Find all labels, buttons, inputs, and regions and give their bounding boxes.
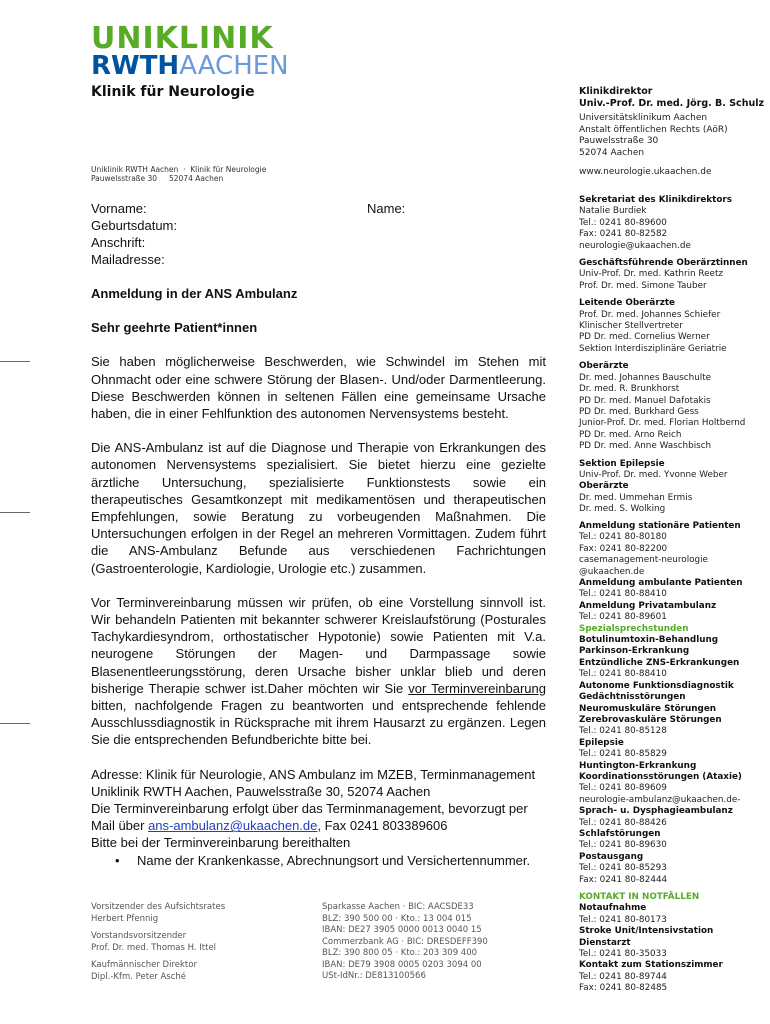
contact-line: Tel.: 0241 80-89609 xyxy=(579,783,667,794)
section-line: Univ-Prof. Dr. med. Kathrin Reetz xyxy=(579,269,724,280)
section-line: Prof. Dr. med. Johannes Schiefer xyxy=(579,309,721,320)
contact-heading: Stroke Unit/Intensivstation xyxy=(579,926,714,937)
contact-list xyxy=(579,521,769,995)
contact-heading: Anmeldung Privatambulanz xyxy=(579,600,717,611)
contact-line: casemanagement-neurologie xyxy=(579,555,708,566)
section-line: Dr. med. R. Brunkhorst xyxy=(579,384,680,395)
address-line-2: Uniklinik RWTH Aachen, Pauwelsstraße 30, 52074 Aachen xyxy=(91,783,431,799)
section-line: Fax: 0241 80-82582 xyxy=(579,229,668,240)
section-line: Klinischer Stellvertreter xyxy=(579,321,683,332)
footer-line: BLZ: 390 500 00 · Kto.: 13 004 015 xyxy=(322,913,472,924)
footer-line: Commerzbank AG · BIC: DRESDEFF390 xyxy=(322,936,488,947)
hospital-address: Universitätsklinikum Aachen Anstalt öffentlichen Rechts (AöR) Pauwelsstraße 30 52074 Aachen xyxy=(579,113,728,158)
footer-line: Vorsitzender des Aufsichtsrates xyxy=(91,902,226,912)
footer-line: Sparkasse Aachen · BIC: AACSDE33 xyxy=(322,902,474,912)
field-mailadresse: Mailadresse: xyxy=(91,252,165,267)
paragraph-3: Vor Terminvereinbarung müssen wir prüfen, ob eine Vorstellung sinnvoll ist. Wir behandeln Patienten mit bekannter schwerer Kreislaufstörung (Posturales Tachykardiesyndrom, orthostatischer Hypotonie) sowie Patienten mit V.a. neurogene Störungen der Magen- und Darmpassage sowie Blasenentleerungsstörung, deren Ursache bisher unklar blieb und deren bisherige Therapie schwer ist.Daher möchten wir Sie vor Terminvereinbarung bitten, nachfolgende Fragen zu beantworten und entsprechende fehlende Ausschlussdiagnostik in Rücksprache mit ihrem Hausarzt zu ergänzen. Legen Sie die entsprechenden Befundberichte bitte bei. xyxy=(91,594,546,748)
paragraph-2: Die ANS-Ambulanz ist auf die Diagnose und Therapie von Erkrankungen des autonomen Nervensystems spezialisiert. Sie bietet hierzu eine gezielte ärztliche Untersuchung, spezialisierte Funktionstests sowie ein therapeutisches Gesamtkonzept mit medikamentösen und therapeutischen Empfehlungen, sowie Beratung zu vorbeugenden Maßnahmen. Die Untersuchungen erfolgen in der Regel an mehreren Vormittagen. Zudem führt die ANS-Ambulanz Befunde aus verschiedenen Fachrichtungen (Gastroenterologie, Kardiologie, Urologie etc.) zusammen. xyxy=(91,440,546,576)
contact-line: Tel.: 0241 80-89630 xyxy=(579,840,667,851)
fold-mark xyxy=(0,512,30,513)
contact-heading: Parkinson-Erkrankung xyxy=(579,646,690,657)
contact-line: neurologie-ambulanz@ukaachen.de- xyxy=(579,794,741,805)
contact-line: Fax: 0241 80-82200 xyxy=(579,543,668,554)
section-line: Prof. Dr. med. Simone Tauber xyxy=(579,280,707,291)
contact-line: Tel.: 0241 80-88426 xyxy=(579,817,667,828)
footer-line: Prof. Dr. med. Thomas H. Ittel xyxy=(91,942,217,953)
contact-line: Tel.: 0241 80-88410 xyxy=(579,589,667,600)
contact-heading: Sprach- u. Dysphagieambulanz xyxy=(579,806,733,817)
contact-heading: KONTAKT IN NOTFÄLLEN xyxy=(579,892,700,902)
contact-line: Tel.: 0241 80-88410 xyxy=(579,669,667,680)
footer-line: BLZ: 390 800 05 · Kto.: 203 309 400 xyxy=(322,948,478,958)
letter-salutation: Sehr geehrte Patient*innen xyxy=(91,320,258,336)
director-name: Univ.-Prof. Dr. med. Jörg. B. Schulz xyxy=(579,98,765,109)
field-vorname: Vorname: xyxy=(91,201,147,216)
paragraph-1: Sie haben möglicherweise Beschwerden, wie Schwindel im Stehen mit Ohnmacht oder eine schwere Störung der Blasen-. Und/oder Darmentleerung. Diese Beschwerden können in seltenen Fällen eine gemeinsame Ursache haben, die in einer Fehlfunktion des autonomen Nervensystems besteht. xyxy=(91,354,546,422)
logo-rwth: RWTH xyxy=(91,51,180,81)
footer-line: IBAN: DE27 3905 0000 0013 0040 15 xyxy=(322,925,482,935)
website-link[interactable]: www.neurologie.ukaachen.de xyxy=(579,167,712,177)
section-line: Dr. med. S. Wolking xyxy=(579,504,666,515)
fold-mark xyxy=(0,361,30,362)
contact-heading: Zerebrovaskuläre Störungen xyxy=(579,714,722,725)
section-line: Junior-Prof. Dr. med. Florian Holtbernd xyxy=(579,418,746,429)
contact-heading: Gedächtnisstörungen xyxy=(579,692,686,703)
logo-rwth-aachen xyxy=(91,52,289,80)
address-line-4: Mail über ans-ambulanz@ukaachen.de, Fax 0241 803389606 xyxy=(91,818,448,834)
logo-aachen: AACHEN xyxy=(179,51,289,81)
contact-heading: Dienstarzt xyxy=(579,937,631,948)
director-block xyxy=(579,86,764,110)
section-heading: Sekretariat des Klinikdirektors xyxy=(579,195,732,205)
email-link[interactable]: ans-ambulanz@ukaachen.de xyxy=(148,818,318,834)
underlined-text: vor Terminvereinbarung xyxy=(408,680,546,696)
section-line: Univ-Prof. Dr. med. Yvonne Weber xyxy=(579,469,728,480)
patient-fields xyxy=(91,200,177,268)
sender-address: Uniklinik RWTH Aachen · Klinik für Neurologie Pauwelsstraße 30 52074 Aachen xyxy=(91,165,267,183)
contact-heading: Autonome Funktionsdiagnostik xyxy=(579,680,734,691)
section-line: PD Dr. med. Burkhard Gess xyxy=(579,406,699,417)
contact-heading: Neuromuskuläre Störungen xyxy=(579,703,717,714)
fold-mark xyxy=(0,723,30,724)
footer-line: Kaufmännischer Direktor xyxy=(91,960,197,970)
address-line-1: Adresse: Klinik für Neurologie, ANS Ambulanz im MZEB, Terminmanagement xyxy=(91,766,536,782)
contact-line: Tel.: 0241 80-89744 xyxy=(579,971,667,982)
director-title: Klinikdirektor xyxy=(579,86,653,97)
contact-line: Tel.: 0241 80-85128 xyxy=(579,726,667,737)
section-line: PD Dr. med. Arno Reich xyxy=(579,429,682,440)
contact-heading: Schlafstörungen xyxy=(579,828,661,839)
contact-heading: Botulinumtoxin-Behandlung xyxy=(579,635,719,646)
field-geburtsdatum: Geburtsdatum: xyxy=(91,218,177,233)
footer-board xyxy=(91,902,225,983)
contact-heading: Anmeldung stationäre Patienten xyxy=(579,521,741,531)
section-line: Sektion Interdisziplinäre Geriatrie xyxy=(579,343,727,354)
contact-heading: Entzündliche ZNS-Erkrankungen xyxy=(579,657,740,668)
contact-line: Tel.: 0241 80-80173 xyxy=(579,914,667,925)
contact-heading: Epilepsie xyxy=(579,737,624,748)
footer-bank xyxy=(322,902,488,983)
footer-line: USt-IdNr.: DE813100566 xyxy=(322,971,426,981)
field-anschrift: Anschrift: xyxy=(91,235,146,250)
footer-line: IBAN: DE79 3908 0005 0203 3094 00 xyxy=(322,959,482,970)
contact-heading: Koordinationsstörungen (Ataxie) xyxy=(579,771,742,782)
letter-body xyxy=(91,285,546,869)
field-name: Name: xyxy=(367,201,406,216)
contact-heading: Huntington-Erkrankung xyxy=(579,760,697,771)
contact-line: Tel.: 0241 80-80180 xyxy=(579,532,667,543)
section-heading: Oberärzte xyxy=(579,361,629,372)
contact-line: @ukaachen.de xyxy=(579,566,645,577)
section-line: Dr. med. Johannes Bauschulte xyxy=(579,372,712,383)
section-line: neurologie@ukaachen.de xyxy=(579,240,691,251)
contact-line: Tel.: 0241 80-85829 xyxy=(579,749,667,760)
staff-sections xyxy=(579,195,769,516)
section-heading: Oberärzte xyxy=(579,481,629,492)
section-line: Tel.: 0241 80-89600 xyxy=(579,217,667,228)
contact-line: Fax: 0241 80-82485 xyxy=(579,983,668,994)
contact-line: Tel.: 0241 80-85293 xyxy=(579,863,667,874)
section-line: Natalie Burdiek xyxy=(579,206,647,217)
logo-uniklinik: UNIKLINIK xyxy=(91,21,274,56)
section-line: PD Dr. med. Cornelius Werner xyxy=(579,332,710,343)
section-heading: Geschäftsführende Oberärztinnen xyxy=(579,258,748,269)
contact-heading: Notaufnahme xyxy=(579,903,647,914)
letter-subject: Anmeldung in der ANS Ambulanz xyxy=(91,286,298,301)
section-heading: Sektion Epilepsie xyxy=(579,458,665,469)
contact-line: Tel.: 0241 80-89601 xyxy=(579,612,667,623)
contact-heading: Kontakt zum Stationszimmer xyxy=(579,960,723,971)
section-line: PD Dr. med. Anne Waschbisch xyxy=(579,441,712,452)
footer-line: Vorstandsvorsitzender xyxy=(91,931,187,941)
address-line-5: Bitte bei der Terminvereinbarung bereithalten xyxy=(91,835,351,851)
contact-line: Tel.: 0241 80-35033 xyxy=(579,949,667,960)
section-heading: Leitende Oberärzte xyxy=(579,298,675,309)
contact-heading: Postausgang xyxy=(579,851,644,862)
section-line: PD Dr. med. Manuel Dafotakis xyxy=(579,395,711,406)
contact-heading: Anmeldung ambulante Patienten xyxy=(579,578,743,589)
section-line: Dr. med. Ummehan Ermis xyxy=(579,492,693,503)
clinic-name: Klinik für Neurologie xyxy=(91,84,255,100)
bullet-item: • Name der Krankenkasse, Abrechnungsort und Versichertennummer. xyxy=(91,852,546,869)
contact-line: Fax: 0241 80-82444 xyxy=(579,874,668,885)
address-line-3: Die Terminvereinbarung erfolgt über das Terminmanagement, bevorzugt per xyxy=(91,801,528,817)
footer-line: Dipl.-Kfm. Peter Asché xyxy=(91,971,187,982)
footer-line: Herbert Pfennig xyxy=(91,913,159,924)
contact-heading: Spezialsprechstunden xyxy=(579,623,689,634)
